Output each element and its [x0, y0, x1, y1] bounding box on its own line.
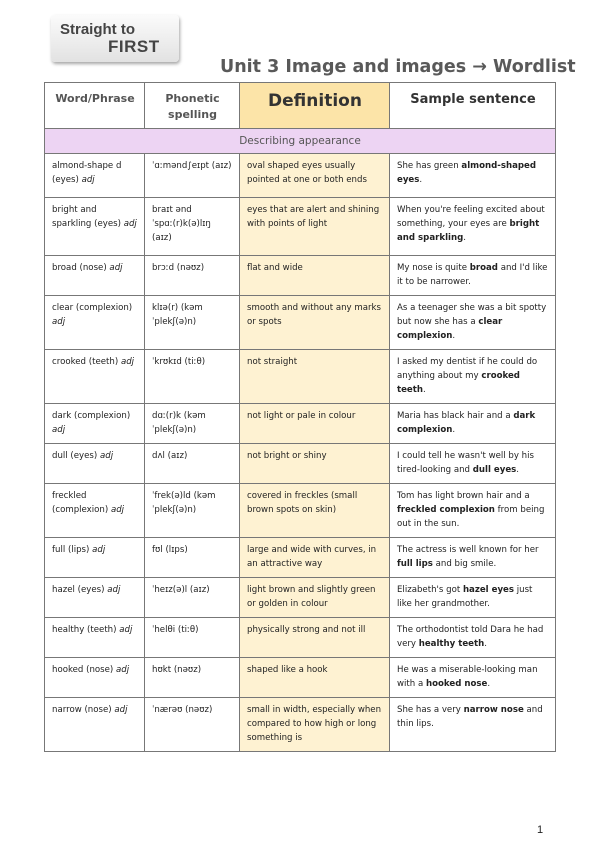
phonetic-cell: ˈɑːmənd∫eɪpt (aɪz) [145, 154, 240, 198]
sentence-part: She has a very [397, 705, 464, 715]
target-phrase: narrow nose [463, 705, 524, 715]
sentence-part: Maria has black hair and a [397, 411, 514, 421]
table-row [45, 296, 556, 350]
sentence-part: When you're feeling excited about something, your eyes are [397, 205, 545, 229]
header-definition: Definition [240, 83, 390, 129]
sentence-part: and I'd like it to be narrower. [397, 263, 548, 287]
word-text: full (lips) [52, 545, 90, 555]
phonetic-cell: ˈheɪz(ə)l (aɪz) [145, 578, 240, 618]
sample-sentence-cell [390, 578, 556, 618]
word-cell [45, 256, 145, 296]
sentence-part: . [484, 639, 487, 649]
logo-line-2: FIRST [108, 37, 160, 56]
sample-sentence-cell [390, 484, 556, 538]
table-row [45, 658, 556, 698]
part-of-speech: adj [119, 625, 133, 635]
table-row [45, 484, 556, 538]
table-row [45, 350, 556, 404]
definition-cell: not bright or shiny [240, 444, 390, 484]
part-of-speech: adj [120, 357, 135, 367]
word-cell [45, 484, 145, 538]
logo-line-1: Straight to [60, 21, 135, 38]
definition-cell: small in width, especially when compared to how high or long something is [240, 698, 390, 752]
word-cell [45, 198, 145, 256]
section-title: Describing appearance [45, 129, 556, 154]
phonetic-cell: ˈnærəʊ (nəʊz) [145, 698, 240, 752]
word-cell [45, 404, 145, 444]
header-word: Word/Phrase [45, 83, 145, 129]
sentence-part: and big smile. [432, 559, 497, 569]
table-row [45, 154, 556, 198]
table-row [45, 618, 556, 658]
target-phrase: almond-shaped eyes [397, 161, 537, 185]
sample-sentence-cell [390, 538, 556, 578]
word-cell [45, 350, 145, 404]
definition-cell: light brown and slightly green or golden in colour [240, 578, 390, 618]
target-phrase: bright and sparkling [397, 219, 540, 243]
word-text: freckled (complexion) [52, 491, 109, 515]
definition-cell: oval shaped eyes usually pointed at one or both ends [240, 154, 390, 198]
table-row [45, 538, 556, 578]
target-phrase: freckled complexion [397, 505, 495, 515]
phonetic-cell: fʊl (lɪps) [145, 538, 240, 578]
definition-cell: not light or pale in colour [240, 404, 390, 444]
definition-cell: eyes that are alert and shining with points of light [240, 198, 390, 256]
word-text: crooked (teeth) [52, 357, 119, 367]
part-of-speech: adj [92, 545, 106, 555]
sample-sentence-cell [390, 256, 556, 296]
sample-sentence-cell [390, 658, 556, 698]
target-phrase: healthy teeth [418, 639, 485, 649]
word-text: broad (nose) [52, 263, 107, 273]
part-of-speech: adj [116, 665, 130, 675]
page-title: Unit 3 Image and images → Wordlist [220, 57, 576, 77]
phonetic-cell: hʊkt (nəʊz) [145, 658, 240, 698]
word-cell [45, 296, 145, 350]
definition-cell: flat and wide [240, 256, 390, 296]
sample-sentence-cell [390, 154, 556, 198]
table-row [45, 578, 556, 618]
table-row [45, 444, 556, 484]
target-phrase: hazel eyes [462, 585, 514, 595]
target-phrase: clear complexion [397, 317, 503, 341]
header-row [45, 83, 556, 129]
sentence-part: just like her grandmother. [397, 585, 533, 609]
sentence-part: from being out in the sun. [397, 505, 545, 529]
part-of-speech: adj [109, 263, 123, 273]
part-of-speech: adj [123, 219, 137, 229]
phonetic-cell: klɪə(r) (kəmˈplekʃ(ə)n) [145, 296, 240, 350]
word-cell [45, 698, 145, 752]
word-text: almond-shape d (eyes) [52, 161, 122, 185]
definition-cell: large and wide with curves, in an attractive way [240, 538, 390, 578]
page-number: 1 [537, 824, 544, 836]
phonetic-cell: dʌl (aɪz) [145, 444, 240, 484]
word-text: hazel (eyes) [52, 585, 105, 595]
straight-to-first-logo [51, 15, 179, 62]
definition-cell: physically strong and not ill [240, 618, 390, 658]
sentence-part: I could tell he wasn't well by his tired-looking and [397, 451, 534, 475]
sentence-part: . [452, 425, 456, 435]
target-phrase: dark complexion [397, 411, 536, 435]
header-phonetic: Phonetic spelling [145, 83, 240, 129]
part-of-speech: adj [107, 585, 121, 595]
word-cell [45, 538, 145, 578]
phonetic-cell: ˈkrʊkɪd (tiːθ) [145, 350, 240, 404]
part-of-speech: adj [114, 705, 128, 715]
table-row [45, 198, 556, 256]
table-row [45, 256, 556, 296]
sentence-part: She has green [397, 161, 462, 171]
phonetic-cell: dɑː(r)k (kəmˈplekʃ(ə)n) [145, 404, 240, 444]
sentence-part: . [419, 175, 423, 185]
sentence-part: As a teenager she was a bit spotty but now she has a [397, 303, 547, 327]
phonetic-cell: ˈfrek(ə)ld (kəmˈplekʃ(ə)n) [145, 484, 240, 538]
part-of-speech: adj [100, 451, 114, 461]
sentence-part: . [423, 385, 426, 395]
phonetic-cell: brɔːd (nəʊz) [145, 256, 240, 296]
sentence-part: The actress is well known for her [397, 545, 539, 555]
phonetic-cell: ˈhelθi (tiːθ) [145, 618, 240, 658]
sentence-part: Tom has light brown hair and a [397, 491, 530, 501]
word-cell [45, 618, 145, 658]
part-of-speech: adj [52, 317, 66, 327]
sample-sentence-cell [390, 698, 556, 752]
word-text: dull (eyes) [52, 451, 98, 461]
definition-cell: smooth and without any marks or spots [240, 296, 390, 350]
word-text: healthy (teeth) [52, 625, 117, 635]
sample-sentence-cell [390, 444, 556, 484]
sentence-part: My nose is quite [397, 263, 470, 273]
sample-sentence-cell [390, 404, 556, 444]
word-cell [45, 444, 145, 484]
table-row [45, 698, 556, 752]
target-phrase: broad [469, 263, 498, 273]
word-text: hooked (nose) [52, 665, 114, 675]
sentence-part: The orthodontist told Dara he had very [397, 625, 544, 649]
section-row [45, 129, 556, 154]
sample-sentence-cell [390, 350, 556, 404]
word-cell [45, 578, 145, 618]
part-of-speech: adj [110, 505, 125, 515]
part-of-speech: adj [81, 175, 95, 185]
sentence-part: and thin lips. [397, 705, 543, 729]
target-phrase: full lips [397, 559, 433, 569]
target-phrase: crooked teeth [397, 371, 520, 395]
phonetic-cell: braɪt ənd ˈspɑː(r)k(ə)lɪŋ (aɪz) [145, 198, 240, 256]
sample-sentence-cell [390, 198, 556, 256]
sentence-part: . [487, 679, 491, 689]
word-text: bright and sparkling (eyes) [52, 205, 121, 229]
word-text: narrow (nose) [52, 705, 112, 715]
wordlist-table [44, 82, 556, 752]
sample-sentence-cell [390, 296, 556, 350]
target-phrase: dull eyes [472, 465, 517, 475]
word-text: clear (complexion) [52, 303, 133, 313]
definition-cell: not straight [240, 350, 390, 404]
sample-sentence-cell [390, 618, 556, 658]
sentence-part: . [516, 465, 520, 475]
sentence-part: Elizabeth's got [397, 585, 463, 595]
definition-cell: covered in freckles (small brown spots on skin) [240, 484, 390, 538]
word-cell [45, 658, 145, 698]
sentence-part: . [452, 331, 456, 341]
word-text: dark (complexion) [52, 411, 131, 421]
table-row [45, 404, 556, 444]
target-phrase: hooked nose [425, 679, 488, 689]
header-sample: Sample sentence [390, 83, 556, 129]
part-of-speech: adj [52, 425, 66, 435]
sentence-part: He was a miserable-looking man with a [397, 665, 538, 689]
sentence-part: . [463, 233, 466, 243]
sentence-part: I asked my dentist if he could do anything about my [397, 357, 538, 381]
definition-cell: shaped like a hook [240, 658, 390, 698]
word-cell [45, 154, 145, 198]
